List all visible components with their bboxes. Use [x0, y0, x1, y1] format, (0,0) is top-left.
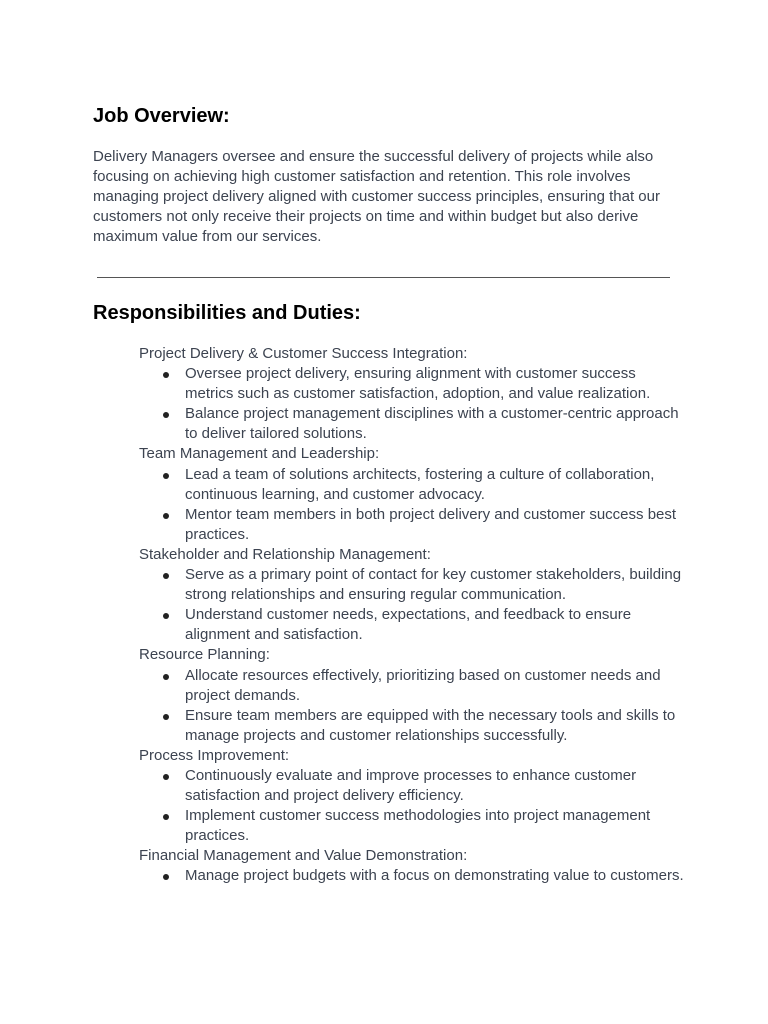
- bullet-text: Ensure team members are equipped with the necessary tools and skills to manage projects and customer relationships successfully.: [185, 706, 676, 744]
- responsibility-bullet-item: [139, 666, 684, 706]
- bullet-dot-icon: [163, 674, 169, 680]
- bullet-text: Continuously evaluate and improve processes to enhance customer satisfaction and project delivery efficiency.: [185, 766, 637, 805]
- bullet-dot-icon: [163, 774, 169, 780]
- horizontal-divider: [97, 277, 670, 278]
- responsibility-group-title: Financial Management and Value Demonstration:: [139, 847, 468, 865]
- bullet-dot-icon: [163, 372, 169, 378]
- responsibility-bullet-item: [139, 605, 684, 645]
- job-overview-heading: Job Overview:: [93, 105, 230, 127]
- responsibility-bullet-item: [139, 465, 684, 505]
- bullet-text: Balance project management disciplines with a customer-centric approach to deliver tailored solutions.: [185, 405, 679, 443]
- bullet-dot-icon: [163, 412, 169, 418]
- responsibility-bullet-item: [139, 404, 684, 444]
- responsibility-group-title: Resource Planning:: [139, 646, 270, 664]
- bullet-dot-icon: [163, 573, 169, 579]
- bullet-dot-icon: [163, 473, 169, 479]
- responsibility-bullet-item: [139, 505, 684, 545]
- responsibility-bullet-item: [139, 866, 684, 886]
- responsibility-bullet-list: [139, 866, 684, 886]
- bullet-dot-icon: [163, 874, 169, 880]
- bullet-text: Manage project budgets with a focus on demonstrating value to customers.: [185, 867, 684, 885]
- responsibility-group-title: Project Delivery & Customer Success Integration:: [139, 345, 468, 362]
- responsibilities-heading: Responsibilities and Duties:: [93, 302, 361, 324]
- bullet-text: Mentor team members in both project delivery and customer success best practices.: [185, 505, 677, 543]
- bullet-dot-icon: [163, 613, 169, 619]
- job-overview-paragraph: Delivery Managers oversee and ensure the successful delivery of projects while also focusing on achieving high customer satisfaction and retention. This role involves managing project delivery aligned with customer success principles, ensuring that our customers not only receive their projects on time and within budget but also derive maximum value from our services.: [93, 148, 660, 246]
- bullet-dot-icon: [163, 513, 169, 519]
- bullet-text: Oversee project delivery, ensuring alignment with customer success metrics such as customer satisfaction, adoption, and value realization.: [185, 365, 651, 403]
- bullet-text: Allocate resources effectively, prioritizing based on customer needs and project demands.: [185, 666, 661, 704]
- responsibility-bullet-item: [139, 766, 684, 806]
- responsibility-bullet-list: [139, 666, 684, 746]
- bullet-text: Lead a team of solutions architects, fostering a culture of collaboration, continuous learning, and customer advocacy.: [185, 465, 655, 503]
- responsibility-group-title: Stakeholder and Relationship Management:: [139, 545, 431, 563]
- responsibility-bullet-list: [139, 565, 684, 645]
- bullet-text: Serve as a primary point of contact for key customer stakeholders, building strong relationships and ensuring regular communication.: [185, 566, 682, 604]
- bullet-text: Implement customer success methodologies into project management practices.: [185, 807, 651, 845]
- responsibility-group-title: Process Improvement:: [139, 746, 290, 764]
- bullet-text: Understand customer needs, expectations, and feedback to ensure alignment and satisfaction.: [185, 606, 632, 644]
- responsibility-bullet-item: [139, 565, 684, 605]
- responsibility-bullet-item: [139, 364, 684, 404]
- responsibility-bullet-item: [139, 706, 684, 746]
- responsibility-bullet-list: [139, 364, 684, 444]
- responsibility-bullet-list: [139, 465, 684, 545]
- bullet-dot-icon: [163, 714, 169, 720]
- bullet-dot-icon: [163, 814, 169, 820]
- responsibility-bullet-list: [139, 766, 684, 846]
- responsibility-group-title: Team Management and Leadership:: [139, 445, 380, 463]
- responsibility-bullet-item: [139, 806, 684, 846]
- responsibilities-list: [139, 344, 684, 887]
